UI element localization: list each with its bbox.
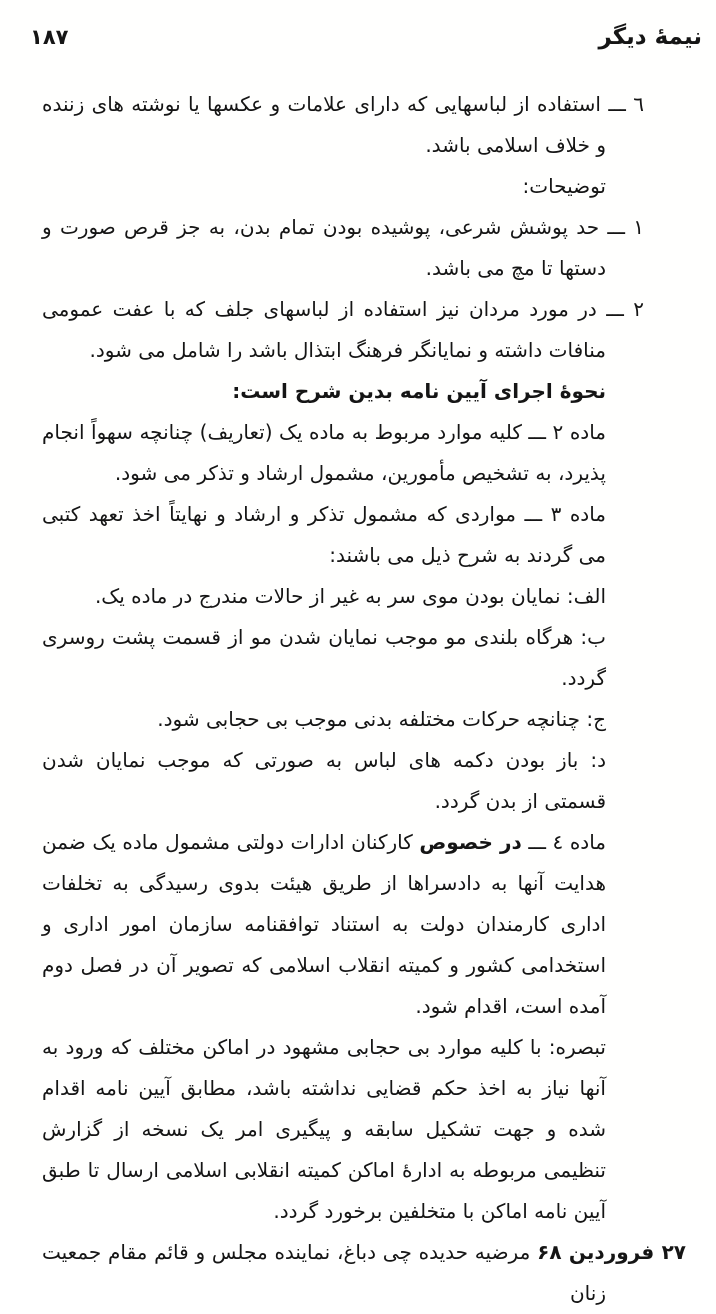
explanations-label: توضیحات: <box>522 174 606 198</box>
article-3-marker: ماده ۳ ـــ <box>524 502 607 526</box>
article-3-text: مواردی که مشمول تذکر و ارشاد و نهایتاً اخذ تعهد کتبی می گردند به شرح ذیل می باشند: <box>42 502 606 567</box>
clause-alef-marker: الف: <box>566 584 606 608</box>
paragraph-explanations-label <box>42 166 606 207</box>
clause-dal-marker: د: <box>590 748 606 772</box>
page-number: ۱۸۷ <box>30 25 69 49</box>
article-4-marker: ماده ٤ ـــ <box>528 830 607 854</box>
item-6-text: استفاده از لباسهایی که دارای علامات و عکسها یا نوشته های زننده و خلاف اسلامی باشد. <box>42 92 606 157</box>
paragraph-article-3 <box>42 494 606 576</box>
note-2-text: در مورد مردان نیز استفاده از لباسهای جلف که با عفت عمومی منافات داشته و نمایانگر فرهنگ ابتذال باشد را شامل می شود. <box>42 297 606 362</box>
clause-jim-text: چنانچه حرکات مختلفه بدنی موجب بی حجابی شود. <box>157 707 580 731</box>
clause-alef-text: نمایان بودن موی سر به غیر از حالات مندرج در ماده یک. <box>94 584 561 608</box>
article-4-text: کارکنان ادارات دولتی مشمول ماده یک ضمن هدایت آنها به دادسراها از طریق هیئت بدوی رسیدگی به تخلفات اداری کارمندان دولت به استناد توافقنامه سازمان امور اداری و استخدامی کشور و کمیته انقلاب اسلامی که تصویر آن در فصل دوم آمده است، اقدام شود. <box>42 830 606 1018</box>
section-heading <box>42 371 606 412</box>
note-1-marker: ۱ ـــ <box>607 215 645 239</box>
paragraph-tabsereh <box>42 1027 606 1232</box>
article-4-bold-phrase: در خصوص <box>419 830 522 854</box>
article-2-text: کلیه موارد مربوط به ماده یک (تعاریف) چنانچه سهواً انجام پذیرد، به تشخیص مأمورین، مشمول ارشاد و تذکر می شود. <box>42 420 606 485</box>
paragraph-article-2 <box>42 412 606 494</box>
paragraph-clause-be <box>42 617 606 699</box>
paragraph-clause-dal <box>42 740 606 822</box>
note-2-marker: ۲ ـــ <box>606 297 645 321</box>
paragraph-diary-entry <box>42 1232 687 1314</box>
page-header <box>0 0 716 50</box>
paragraph-note-2 <box>42 289 645 371</box>
paragraph-note-1 <box>42 207 645 289</box>
clause-jim-marker: ج: <box>586 707 606 731</box>
paragraph-item-6 <box>42 84 645 166</box>
paragraph-clause-alef <box>42 576 606 617</box>
note-1-text: حد پوشش شرعی، پوشیده بودن تمام بدن، به جز قرص صورت و دستها تا مچ می باشد. <box>42 215 606 280</box>
item-6-marker: ٦ ـــ <box>608 92 645 116</box>
paragraph-clause-jim <box>42 699 606 740</box>
entry-date: ۲۷ فروردین ۶۸ <box>537 1240 687 1264</box>
clause-be-marker: ب: <box>580 625 606 649</box>
running-title: نیمهٔ دیگر <box>598 24 702 50</box>
tabsereh-marker: تبصره: <box>548 1035 606 1059</box>
article-2-marker: ماده ۲ ـــ <box>528 420 607 444</box>
paragraph-article-4 <box>42 822 606 1027</box>
entry-text: مرضیه حدیده چی دباغ، نماینده مجلس و قائم مقام جمعیت زنان <box>42 1240 606 1305</box>
section-heading-text: نحوهٔ اجرای آیین نامه بدین شرح است: <box>232 379 606 403</box>
page-body <box>0 50 716 1314</box>
clause-dal-text: باز بودن دکمه های لباس به صورتی که موجب نمایان شدن قسمتی از بدن گردد. <box>42 748 606 813</box>
clause-be-text: هرگاه بلندی مو موجب نمایان شدن مو از قسمت پشت روسری گردد. <box>42 625 606 690</box>
tabsereh-text: با کلیه موارد بی حجابی مشهود در اماکن مختلف که ورود به آنها نیاز به اخذ حکم قضایی نداشته باشد، مطابق آیین نامه اقدام شده و جهت تشکیل سابقه و پیگیری امر یک نسخه از گزارش تنظیمی مربوطه به ادارهٔ اماکن کمیته انقلابی اسلامی ارسال تا طبق آیین نامه اماکن با متخلفین برخورد گردد. <box>42 1035 606 1223</box>
